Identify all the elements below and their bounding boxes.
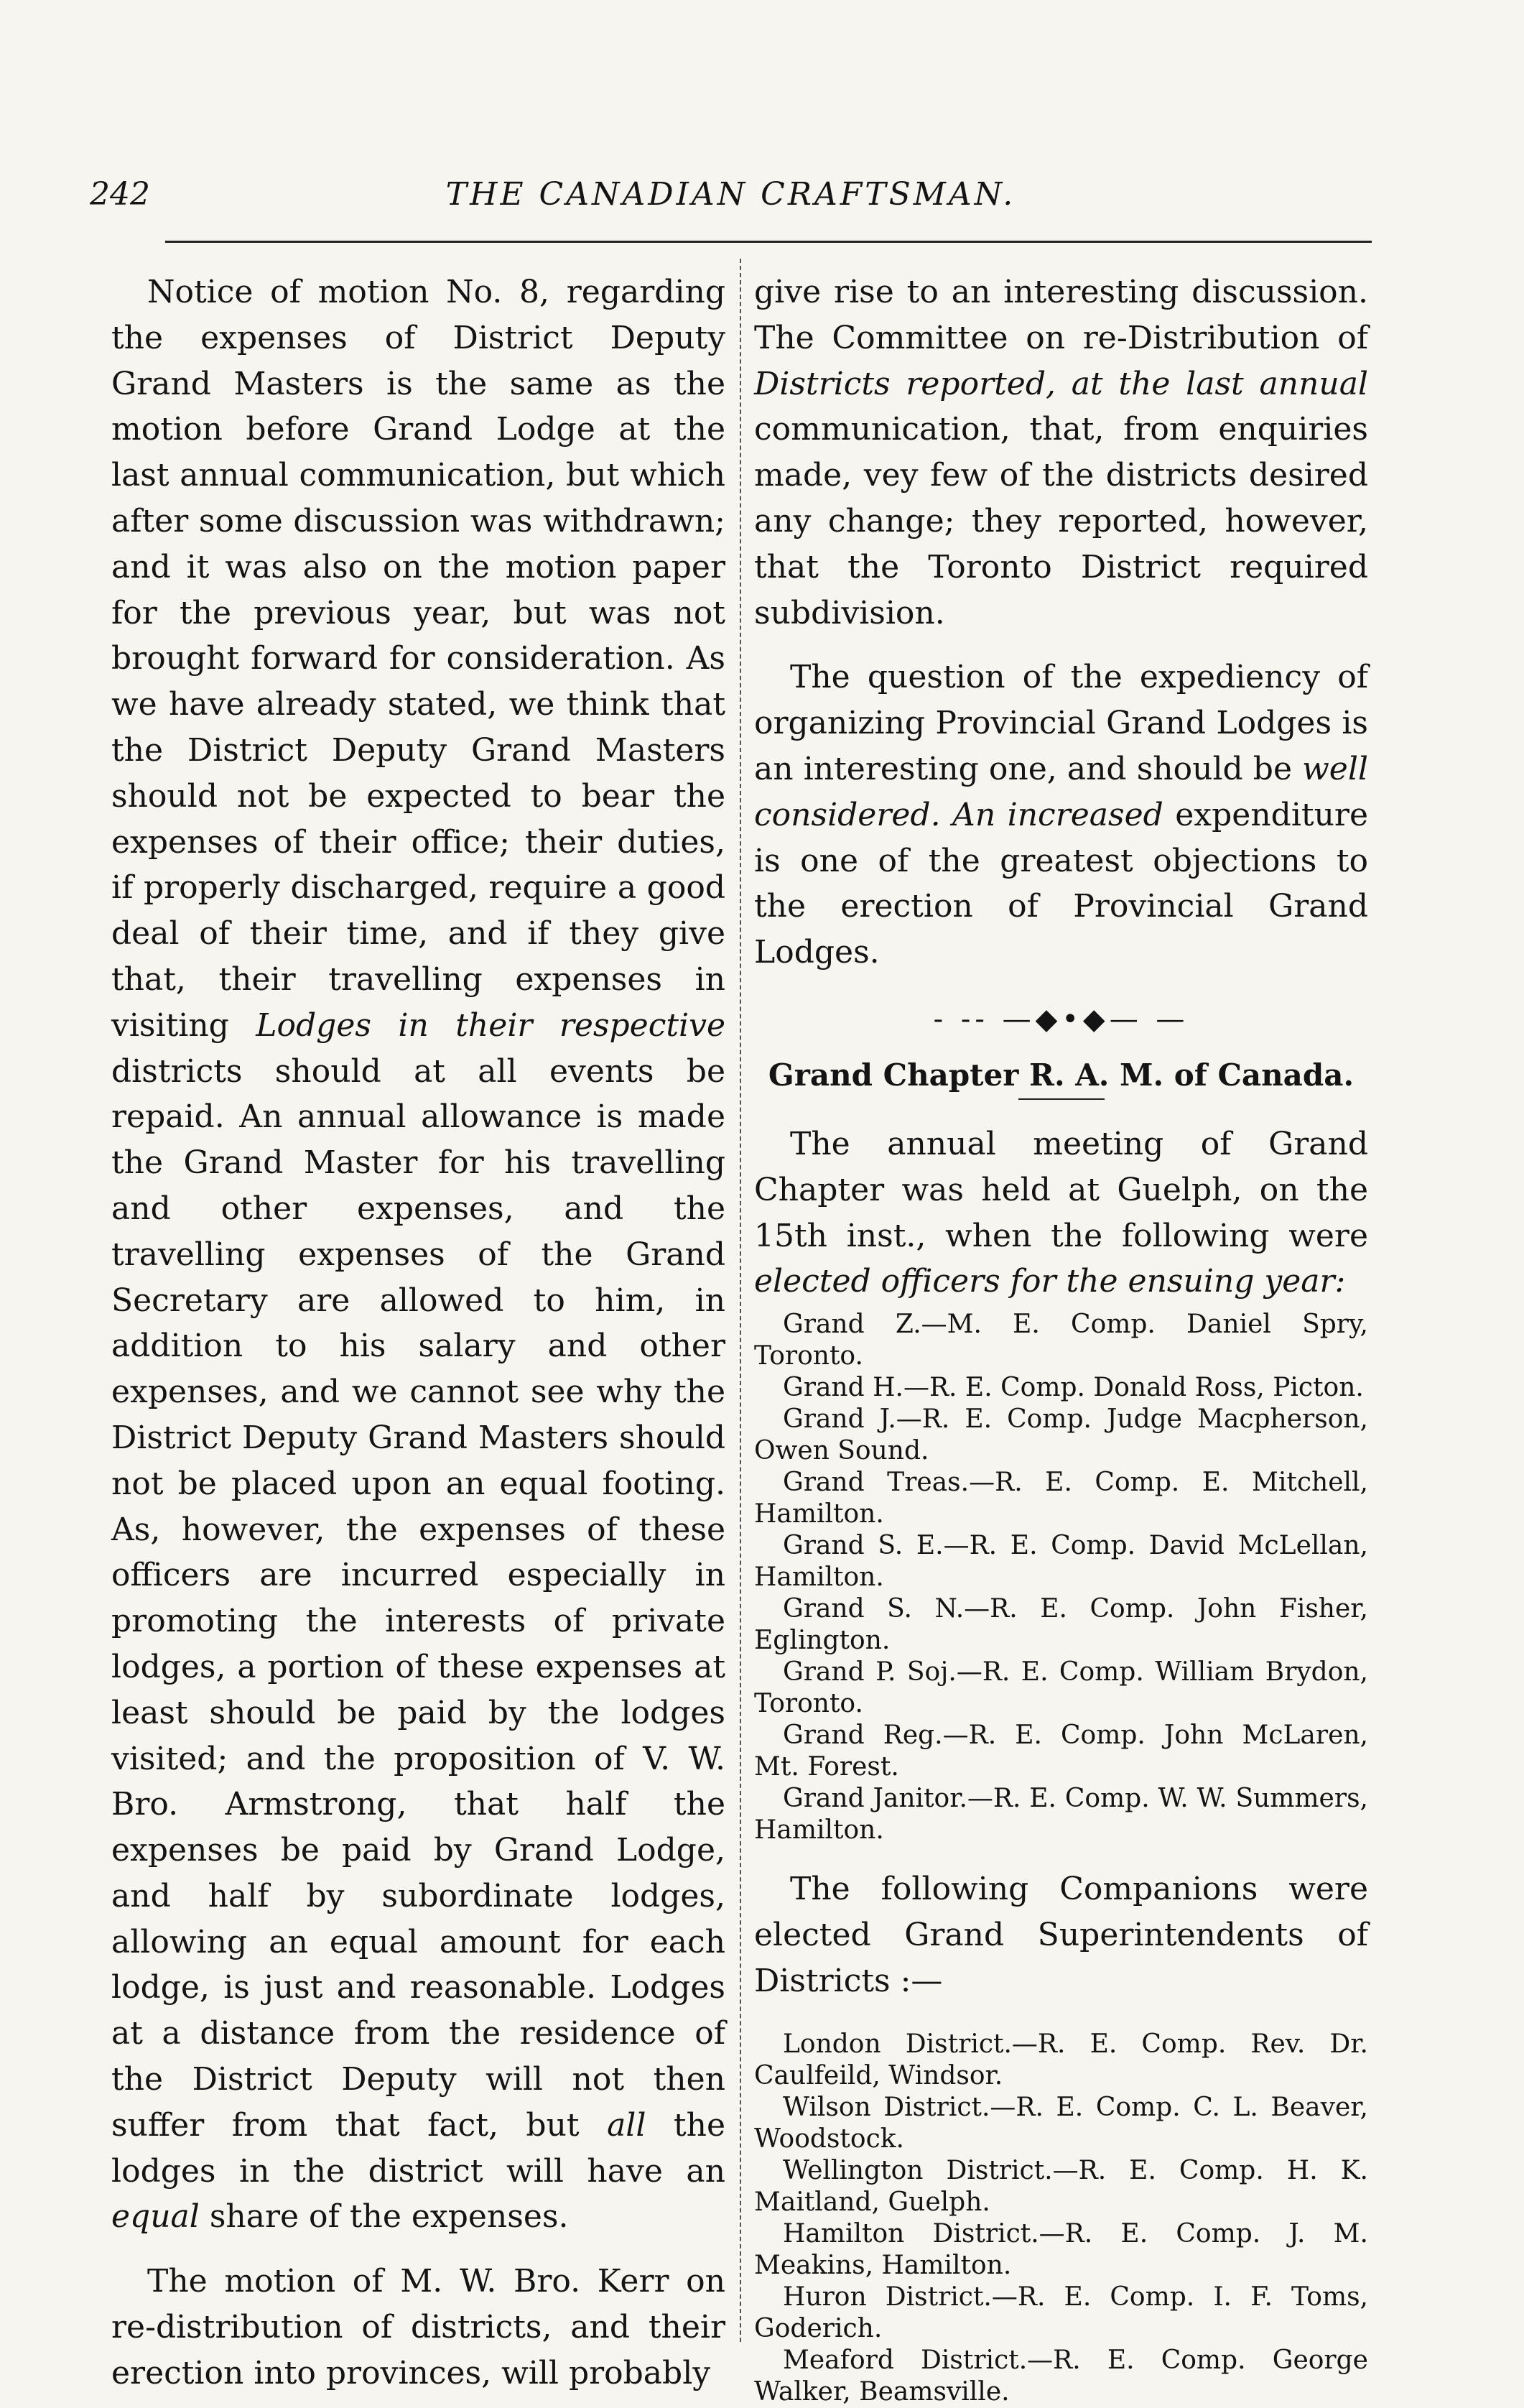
list-item: Grand Z.—M. E. Comp. Daniel Spry, Toronto. — [754, 1310, 1368, 1371]
list-item: Grand Reg.—R. E. Comp. John McLaren, Mt. Forest. — [754, 1721, 1368, 1782]
text-run: communication, that, from enquiries made, vey few of the districts desired any change; they reported, however, that the Toronto District required subdivision. — [754, 411, 1368, 631]
text-run: The annual meeting of Grand Chapter was held at Guelph, on the 15th inst., when the following were — [754, 1125, 1368, 1254]
text-run: districts should at all events be repaid. An annual allowance is made the Grand Master for his travelling and other expenses, and the travelling expenses of the Grand Secretary are allowed to him, in addition to his salary and other expenses, and we cannot see why the District Deputy Grand Masters should not be placed upon an equal footing. As, however, the expenses of these officers are incurred especially in promoting the interests of private lodges, a portion of these expenses at least should be paid by the lodges visited; and the proposition of V. W. Bro. Armstrong, that half the expenses be paid by Grand Lodge, and half by subordinate lodges, allowing an equal amount for each lodge, is just and reasonable. Lodges at a distance from the residence of the District Deputy will not then suffer from that fact, but — [111, 1052, 725, 2144]
text-run: The question of the expediency of organizing Provincial Grand Lodges is an interesting one, and should be — [754, 659, 1368, 787]
title-rule — [1018, 1098, 1105, 1100]
expenses-paragraph — [111, 269, 725, 2240]
list-item: Grand Janitor.—R. E. Comp. W. W. Summers, Hamilton. — [754, 1784, 1368, 1846]
list-item: London District.—R. E. Comp. Rev. Dr. Caulfeild, Windsor. — [754, 2029, 1368, 2090]
italic-run: Lodges in their respective — [256, 1006, 726, 1044]
text-run: Notice of motion No. 8, regarding the expenses of District Deputy Grand Masters is the same as the motion before Grand Lodge at the last annual communication, but which after some discussion was withdrawn; and it was also on the motion paper for the previous year, but was not brought forward for consideration. As we have already stated, we think that the District Deputy Grand Masters should not be expected to bear the expenses of their office; their duties, if properly discharged, require a good deal of their time, and if they give that, their travelling expenses in visiting — [111, 274, 725, 1044]
italic-run: all — [607, 2106, 646, 2144]
list-item: Grand Treas.—R. E. Comp. E. Mitchell, Hamilton. — [754, 1468, 1368, 1529]
right-column — [754, 269, 1368, 2408]
list-item: Wilson District.—R. E. Comp. C. L. Beaver, Woodstock. — [754, 2092, 1368, 2154]
italic-run: Districts reported, at the last annual — [754, 365, 1368, 402]
motion-paragraph: The motion of M. W. Bro. Kerr on re-distribution of districts, and their erection into provinces, will probably — [111, 2263, 725, 2391]
list-item: Huron District.—R. E. Comp. I. F. Toms, Goderich. — [754, 2282, 1368, 2343]
superintendents-list — [754, 2029, 1368, 2408]
spacer — [754, 1846, 1368, 1866]
column-divider — [740, 259, 741, 2342]
header-rule — [165, 241, 1372, 243]
officers-list — [754, 1309, 1368, 1846]
list-item: Grand H.—R. E. Comp. Donald Ross, Picton. — [783, 1373, 1364, 1403]
list-item: Grand J.—R. E. Comp. Judge Macpherson, Owen Sound. — [754, 1404, 1368, 1466]
text-run: expenditure is one of the greatest objections to the erection of Provincial Grand Lodges. — [754, 796, 1368, 971]
spacer — [754, 2004, 1368, 2024]
provincial-lodges-paragraph — [754, 654, 1368, 976]
discussion-paragraph — [754, 269, 1368, 636]
list-item: Grand S. N.—R. E. Comp. John Fisher, Eglington. — [754, 1594, 1368, 1656]
running-title: THE CANADIAN CRAFTSMAN. — [445, 176, 1016, 213]
section-title: Grand Chapter R. A. M. of Canada. — [768, 1057, 1355, 1093]
italic-run: well considered. An increased — [754, 750, 1368, 833]
italic-run: equal — [111, 2198, 200, 2236]
list-item: Grand S. E.—R. E. Comp. David McLellan, Hamilton. — [754, 1531, 1368, 1593]
text-run: the lodges in the district will have an — [111, 2106, 725, 2190]
list-item: Meaford District.—R. E. Comp. George Walker, Beamsville. — [754, 2345, 1368, 2407]
superintendents-intro: The following Companions were elected Grand Superintendents of Districts :— — [754, 1871, 1368, 1999]
italic-run: elected officers for the ensuing year: — [754, 1263, 1346, 1300]
text-run: give rise to an interesting discussion. The Committee on re-Distribution of — [754, 274, 1368, 356]
page-header — [90, 176, 1372, 226]
section-ornament: - -- —◆•◆— — — [933, 1002, 1189, 1036]
annual-meeting-paragraph — [754, 1121, 1368, 1305]
list-item: Hamilton District.—R. E. Comp. J. M. Meakins, Hamilton. — [754, 2218, 1368, 2280]
text-run: share of the expenses. — [199, 2198, 569, 2236]
list-item: Grand P. Soj.—R. E. Comp. William Brydon, Toronto. — [754, 1657, 1368, 1719]
left-column — [111, 269, 725, 2397]
page-number: 242 — [90, 176, 150, 213]
list-item: Wellington District.—R. E. Comp. H. K. Maitland, Guelph. — [754, 2155, 1368, 2217]
